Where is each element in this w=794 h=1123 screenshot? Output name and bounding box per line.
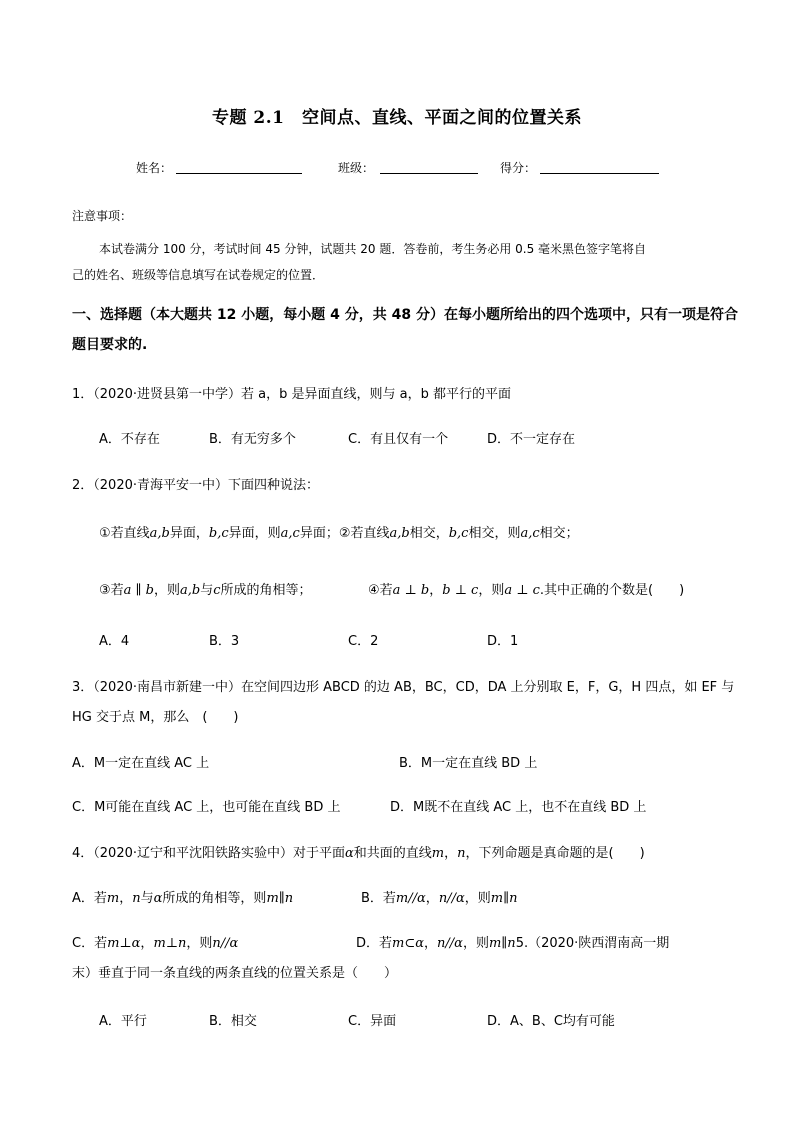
q2-s4-text-d: .其中正确的个数是( ): [539, 583, 685, 598]
q2-s1-text-c: 异面，则: [228, 526, 281, 541]
q4-c-m: m⊥α: [107, 936, 141, 951]
q4-a-3: 与: [140, 891, 154, 906]
q4-option-c[interactable]: [72, 932, 238, 951]
q1-option-b[interactable]: B．有无穷多个: [209, 432, 296, 447]
q4-stem-d: ，下列命题是真命题的是( ): [465, 846, 645, 861]
q4-a-m: m: [106, 891, 120, 906]
section-heading-line-1: 一、选择题（本大题共 12 小题，每小题 4 分，共 48 分）在每小题所给出的四个选项中，只有一项是符合: [72, 307, 738, 323]
q2-s1-ab: a,b: [149, 526, 170, 541]
q4-a-4: 所成的角相等，则: [162, 891, 267, 906]
q4-c-1: C．若: [72, 936, 108, 951]
q4-a-alpha: α: [153, 891, 163, 906]
q4-d-2: ，: [424, 936, 438, 951]
q4-a-1: A．若: [72, 891, 107, 906]
notice-line-2: 己的姓名、班级等信息填写在试卷规定的位置．: [72, 268, 325, 282]
q1-option-c[interactable]: C．有且仅有一个: [348, 432, 449, 447]
class-field[interactable]: [380, 173, 478, 174]
q4-c-3: ，则: [186, 936, 213, 951]
q5-option-a[interactable]: A．平行: [99, 1014, 147, 1029]
section-heading-line-2: 题目要求的.: [72, 337, 148, 353]
q4-d-n: n//α: [437, 936, 463, 951]
q4-stem-a: 4．（2020·辽宁和平沈阳铁路实验中）对于平面: [72, 846, 345, 861]
q4-b-m: m//α: [395, 891, 426, 906]
q2-s2-ac: a,c: [520, 526, 540, 541]
q3-option-a[interactable]: A．M一定在直线 AC 上: [72, 756, 210, 771]
q3-option-d[interactable]: D．M既不在直线 AC 上，也不在直线 BD 上: [390, 800, 647, 815]
q1-option-a[interactable]: A．不存在: [99, 432, 160, 447]
page-title: 专题 2.1 空间点、直线、平面之间的位置关系: [212, 108, 582, 128]
score-field[interactable]: [540, 173, 659, 174]
q4-a-2: ，: [119, 891, 133, 906]
q2-s3-ab: a,b: [180, 583, 201, 598]
q4-stem-b: 和共面的直线: [353, 846, 432, 861]
q4-c-n: n//α: [212, 936, 239, 951]
q2-s3-text-c: 与: [200, 583, 214, 598]
q2-s4-text: ④若: [368, 583, 393, 598]
q2-s1-text: ①若直线: [99, 526, 150, 541]
q5-option-d[interactable]: D．A、B、C均有可能: [487, 1014, 615, 1029]
q2-s1-ac: a,c: [280, 526, 300, 541]
q2-s1-bc: b,c: [208, 526, 229, 541]
q4-c-2: ，: [140, 936, 154, 951]
q2-s2-ab: a,b: [389, 526, 410, 541]
q5-option-b[interactable]: B．相交: [209, 1014, 257, 1029]
q4-d-1: D．若: [356, 936, 393, 951]
q4-stem: [72, 842, 645, 861]
class-label: 班级：: [338, 161, 375, 175]
q3-option-c[interactable]: C．M可能在直线 AC 上，也可能在直线 BD 上: [72, 800, 341, 815]
q2-s3-parallel: a ∥ b: [123, 583, 154, 598]
q4-option-a[interactable]: [72, 887, 293, 906]
q2-s2-bc: b,c: [448, 526, 469, 541]
q2-s4-bc: b ⊥ c: [442, 583, 479, 598]
q2-statement-1-2: [99, 522, 579, 541]
q2-statement-3: [99, 579, 312, 598]
q4-b-mn: m∥n: [490, 891, 518, 906]
q2-s1-text-d: 异面；②若直线: [299, 526, 390, 541]
q2-s4-perp: a ⊥ b: [392, 583, 430, 598]
q2-statement-4: [368, 579, 684, 598]
name-field[interactable]: [176, 173, 302, 174]
q4-option-b[interactable]: [361, 887, 517, 906]
q2-s2-text-e: 相交，: [409, 526, 449, 541]
q2-s3-c: c: [213, 583, 221, 598]
q2-s4-text-b: ，: [429, 583, 443, 598]
q5-option-c[interactable]: C．异面: [348, 1014, 397, 1029]
q2-option-a[interactable]: A．4: [99, 634, 130, 649]
q2-s3-text: ③若: [99, 583, 124, 598]
q2-s3-text-d: 所成的角相等；: [220, 583, 312, 598]
q3-stem-line-1: 3．（2020·南昌市新建一中）在空间四边形 ABCD 的边 AB，BC，CD，DA 上分别取 E，F，G，H 四点，如 EF 与: [72, 680, 735, 695]
q4-d-mn: m∥n: [488, 936, 516, 951]
q4-c-mn: m⊥n: [153, 936, 187, 951]
q4-m: m: [431, 846, 445, 861]
q4-b-n: n//α: [438, 891, 465, 906]
q1-option-d[interactable]: D．不一定存在: [487, 432, 576, 447]
name-label: 姓名：: [136, 161, 173, 175]
notice-heading: 注意事项：: [72, 209, 133, 223]
q4-n: n: [457, 846, 466, 861]
q2-s3-text-b: ，则: [154, 583, 181, 598]
q2-stem: 2．（2020·青海平安一中）下面四种说法：: [72, 478, 319, 493]
notice-line-1: 本试卷满分 100 分，考试时间 45 分钟，试题共 20 题．答卷前，考生务必用 0.5 毫米黑色签字笔将自: [99, 242, 647, 256]
q4-stem-c: ，: [444, 846, 458, 861]
q4-alpha: α: [345, 846, 354, 861]
q4-b-1: B．若: [361, 891, 396, 906]
q4-b-3: ，则: [464, 891, 491, 906]
q5-stem-line-2: 末）垂直于同一条直线的两条直线的位置关系是（ ）: [72, 966, 398, 981]
q2-s2-text-g: 相交；: [539, 526, 579, 541]
q4-option-d[interactable]: [356, 932, 669, 951]
q3-option-b[interactable]: B．M一定在直线 BD 上: [399, 756, 538, 771]
q4-a-mn: m∥n: [266, 891, 294, 906]
q4-d-3: ，则: [462, 936, 489, 951]
q4-b-2: ，: [425, 891, 439, 906]
q4-a-n: n: [132, 891, 141, 906]
q1-stem: 1．（2020·进贤县第一中学）若 a，b 是异面直线，则与 a，b 都平行的平面: [72, 387, 511, 402]
q2-option-d[interactable]: D．1: [487, 634, 519, 649]
q2-s4-text-c: ，则: [478, 583, 505, 598]
q2-s4-ac: a ⊥ c: [504, 583, 540, 598]
q2-s2-text-f: 相交，则: [468, 526, 521, 541]
q5-stem-inline: 5.（2020·陕西渭南高一期: [515, 936, 670, 951]
score-label: 得分：: [500, 161, 537, 175]
q2-option-c[interactable]: C．2: [348, 634, 379, 649]
q2-option-b[interactable]: B．3: [209, 634, 240, 649]
q4-d-m: m⊂α: [392, 936, 425, 951]
q2-s1-text-b: 异面，: [169, 526, 209, 541]
q3-stem-line-2: HG 交于点 M，那么 ( ): [72, 710, 239, 725]
